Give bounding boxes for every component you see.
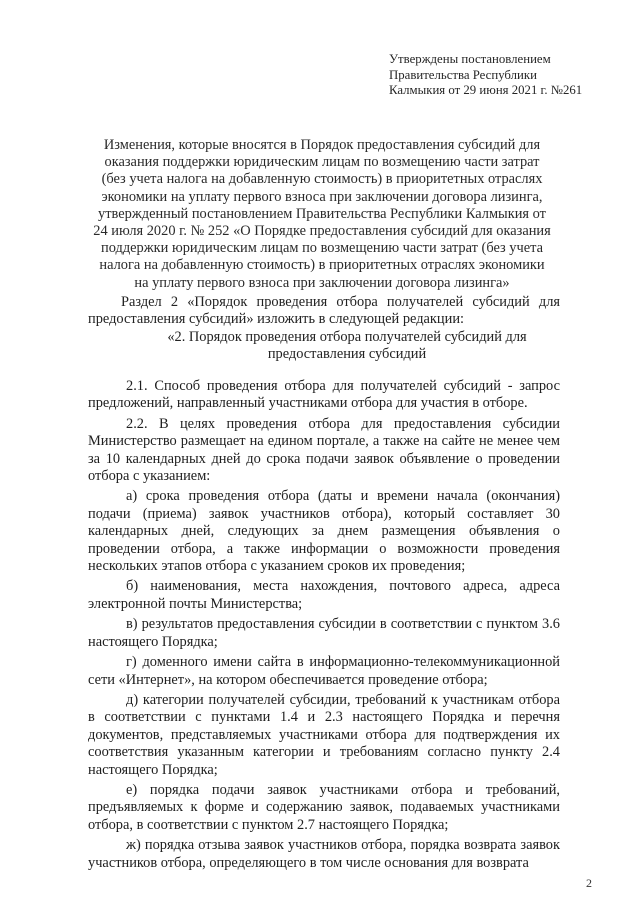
paragraph-d: д) категории получателей субсидии, требований к участникам отбора в соответствии с пунктами 1.4 и 2.3 настоящего Порядка и перечня документов, представляемых участниками отбора для подтверждения их соответствия указанным категории и требованиям согласно пункту 2.4 настоящего Порядка; [88,691,560,778]
paragraph-e: е) порядка подачи заявок участниками отбора и требований, предъявляемых к форме и содержанию заявок, подаваемых участниками отбора, в соответствии с пунктом 2.7 настоящего Порядка; [88,781,560,833]
section-intro-text: Раздел 2 «Порядок проведения отбора получателей субсидий для предоставления субсидий» изложить в следующей редакции: [88,294,560,327]
paragraph-v: в) результатов предоставления субсидии в соответствии с пунктом 3.6 настоящего Порядка; [88,616,560,650]
paragraph-g: г) доменного имени сайта в информационно-телекоммуникационной сети «Интернет», на котором обеспечивается проведение отбора; [88,654,560,688]
paragraph-a: а) срока проведения отбора (даты и времени начала (окончания) подачи (приема) заявок участников отбора), который составляет 30 календарных дней, следующих за днем размещения объявления о проведении отбора, а также информации о возможности проведения нескольких этапов отбора с указанием сроков их проведения; [88,488,560,575]
document-body [88,378,560,872]
document-title: Изменения, которые вносятся в Порядок предоставления субсидий для оказания поддержки юридическим лицам по возмещению части затрат (без учета налога на добавленную стоимость) в приоритетных отраслях экономики на уплату первого взноса при заключении договора лизинга, утвержденный постановлением Правительства Республики Калмыкия от 24 июля 2020 г. № 252 «О Порядке предоставления субсидий для оказания поддержки юридическим лицам по возмещению части затрат (без учета налога на добавленную стоимость) в приоритетных отраслях экономики на уплату первого взноса при заключении договора лизинга» [93,137,551,291]
page-number: 2 [586,876,592,890]
paragraph-b: б) наименования, места нахождения, почтового адреса, адреса электронной почты Министерства; [88,578,560,612]
paragraph-2-2: 2.2. В целях проведения отбора для предоставления субсидии Министерство размещает на едином портале, а также на сайте не менее чем за 10 календарных дней до срока подачи заявок объявление о проведении отбора с указанием: [88,415,560,485]
paragraph-2-1: 2.1. Способ проведения отбора для получателей субсидий - запрос предложений, направленный участниками отбора для участия в отборе. [88,378,560,412]
section-intro [88,294,560,328]
section-heading: «2. Порядок проведения отбора получателей субсидий для предоставления субсидий [167,329,527,362]
paragraph-zh: ж) порядка отзыва заявок участников отбора, порядка возврата заявок участников отбора, определяющего в том числе основания для возврата [88,837,560,871]
approval-stamp: Утверждены постановлением Правительства Республики Калмыкия от 29 июня 2021 г. №261 [389,52,583,97]
